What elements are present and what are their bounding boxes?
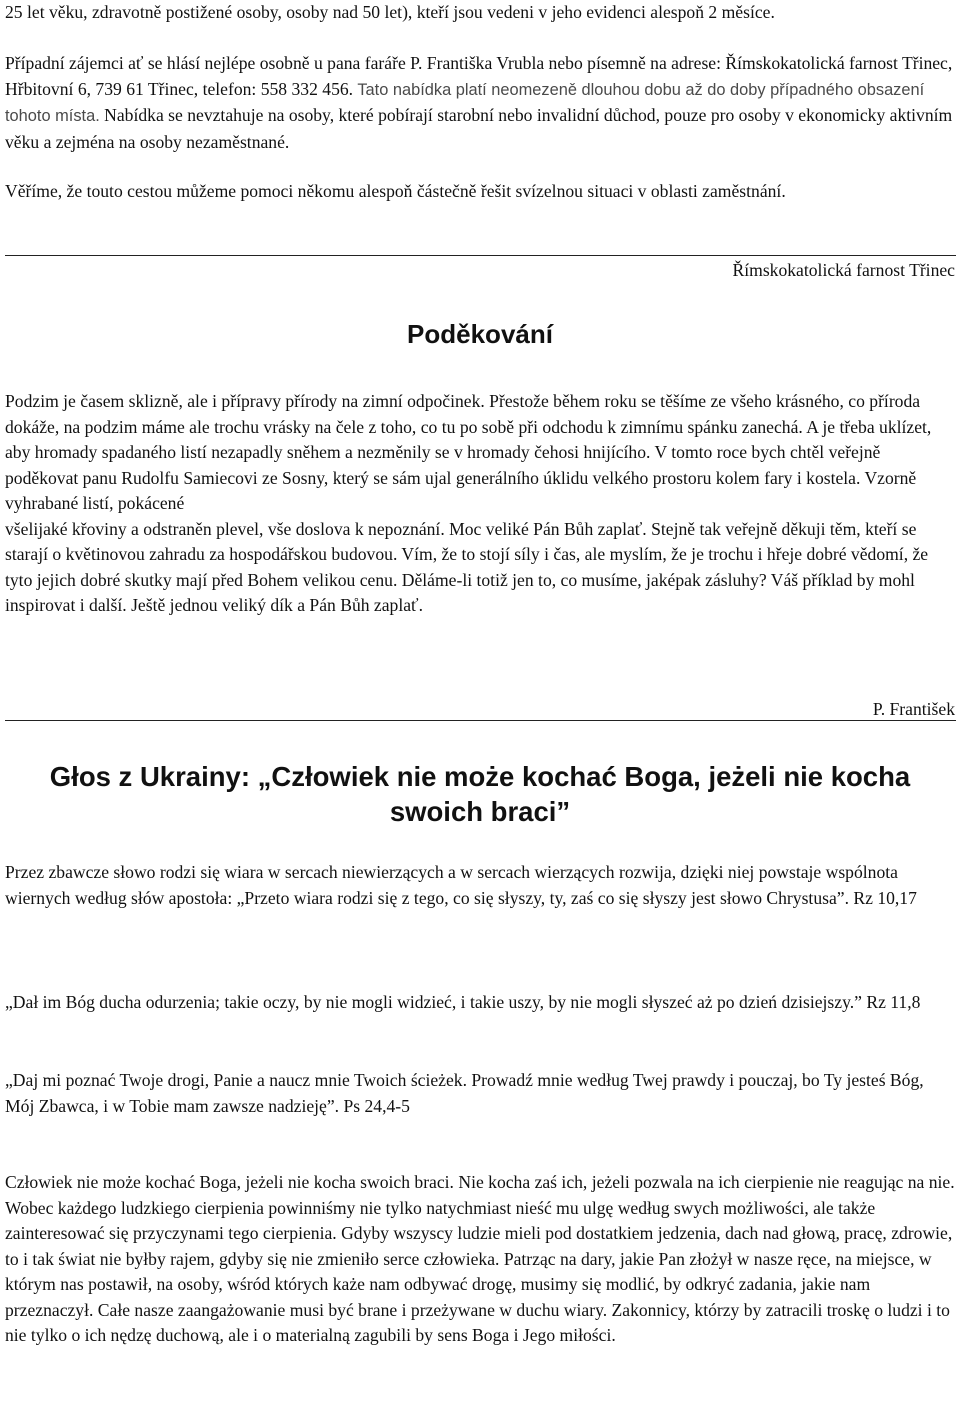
offer-text-2c: Nabídka se nevztahuje na osoby, které pobírají starobní nebo invalidní důchod, pouze pro osoby v ekonomicky aktivním věku a zejména na osoby nezaměstnané. [5, 105, 953, 152]
glos-text-4: Człowiek nie może kochać Boga, jeżeli nie kocha swoich braci. Nie kocha zaś ich, jeżeli pozwala na ich cierpienie nie reagując na nie. Wobec każdego ludzkiego cierpienia powinniśmy nie tylko natychmiast nieść mu ulgę według swych możliwości, ale także zainteresować się przyczynami tego cierpienia. Gdyby wszyscy ludzie mieli pod dostatkiem jedzenia, dach nad głową, pracę, zdrowie, to i tak świat nie byłby rajem, gdyby się nie zmieniło serce człowieka. Patrząc na dary, jakie Pan złożył w nasze ręce, na miejsce, w którym nas postawił, na osoby, wśród których każe nam odbywać drogę, musimy się modlić, by odkryć zadania, jakie nam przeznaczył. Całe nasze zaangażowanie musi być brane i przeżywane w duchu wiary. Zakonnicy, którzy by zatracili troskę o ludzi i to nie tylko o ich nędzę duchową, ale i o materialną zagubili by sens Boga i Jego miłości. [5, 1172, 955, 1345]
glos-paragraph-2 [5, 990, 955, 1016]
offer-text-2b: Tato nabídka platí neomezeně dlouhou dobu až do doby případného obsazení tohoto místa. [5, 80, 925, 125]
glos-title [5, 759, 955, 829]
glos-text-3: „Daj mi poznać Twoje drogi, Panie a naucz mnie Twoich ścieżek. Prowadź mnie według Twej prawdy i pouczaj, bo Ty jesteś Bóg, Mój Zbawca, i w Tobie mam zawsze nadzieję”. Ps 24,4-5 [5, 1070, 924, 1116]
glos-paragraph-4 [5, 1170, 955, 1349]
glos-title-line-2: swoich braci” [389, 796, 571, 827]
podekovani-title: Poděkování [407, 319, 553, 349]
podekovani-text: Podzim je časem sklizně, ale i přípravy přírody na zimní odpočinek. Přestože během roku se těšíme ze všeho krásného, co příroda dokáže, na podzim máme ale trochu vrásky na čele z toho, co tu po sobě při odchodu k zimnímu spánku zanechá. A je třeba uklízet, aby hromady spadaného listí nezapadly sněhem a nezměnily se v hromady čehosi hnijícího. V tomto roce bych chtěl veřejně poděkovat panu Rudolfu Samiecovi ze Sosny, který se sám ujal generálního úklidu velkého prostoru kolem fary i kostela. Vzorně vyhrabané listí, pokácené [5, 391, 932, 513]
parish-signature: Římskokatolická farnost Třinec [732, 260, 955, 280]
offer-text-1: 25 let věku, zdravotně postižené osoby, osoby nad 50 let), kteří jsou vedeni v jeho evidenci alespoň 2 měsíce. [5, 2, 775, 22]
glos-text-2: „Dał im Bóg ducha odurzenia; takie oczy, by nie mogli widzieć, i takie uszy, by nie mogli słyszeć aż po dzień dzisiejszy.” Rz 11,8 [5, 992, 921, 1012]
podekovani-text-2: všelijaké křoviny a odstraněn plevel, vše doslova k nepoznání. Moc veliké Pán Bůh zaplať. Stejně tak veřejně děkuji těm, kteří se starají o květinovou zahradu za hospodářskou budovou. Vím, že to stojí síly i čas, ale myslím, že je trochu i hřeje dobré vědomí, že tyto jejich dobré skutky mají před Bohem velikou cenu. Děláme-li totiž jen to, co musíme, jaképak zásluhy? Váš příklad by mohl inspirovat i další. Ještě jednou veliký dík a Pán Bůh zaplať. [5, 518, 929, 615]
offer-paragraph-3 [5, 179, 955, 205]
glos-title-line-1: Głos z Ukrainy: „Człowiek nie może kochać Boga, jeżeli nie kocha [49, 761, 911, 792]
podekovani-body [5, 389, 955, 619]
offer-paragraph-2 [5, 51, 955, 155]
offer-text-3: Věříme, že touto cestou můžeme pomoci někomu alespoň částečně řešit svízelnou situaci v oblasti zaměstnání. [5, 181, 786, 201]
glos-paragraph-3 [5, 1068, 955, 1119]
offer-paragraph-1 [5, 0, 955, 26]
glos-paragraph-1 [5, 860, 955, 911]
priest-signature: P. František [872, 699, 955, 719]
offer-text-2a: Případní zájemci ať se hlásí nejlépe osobně u pana faráře P. Františka Vrubla nebo písemně na adrese: Římskokatolická farnost Třinec, Hřbitovní 6, 739 61 Třinec, telefon: 558 332 456. [5, 53, 953, 99]
divider-1 [5, 255, 956, 256]
glos-text-1: Przez zbawcze słowo rodzi się wiara w sercach niewierzących a w sercach wierzących rozwija, dzięki niej powstaje wspólnota wiernych według słów apostoła: „Przeto wiara rodzi się z tego, co się słyszy, ty, zaś co się słyszy jest słowo Chrystusa”. Rz 10,17 [5, 862, 917, 908]
divider-2 [5, 720, 956, 721]
